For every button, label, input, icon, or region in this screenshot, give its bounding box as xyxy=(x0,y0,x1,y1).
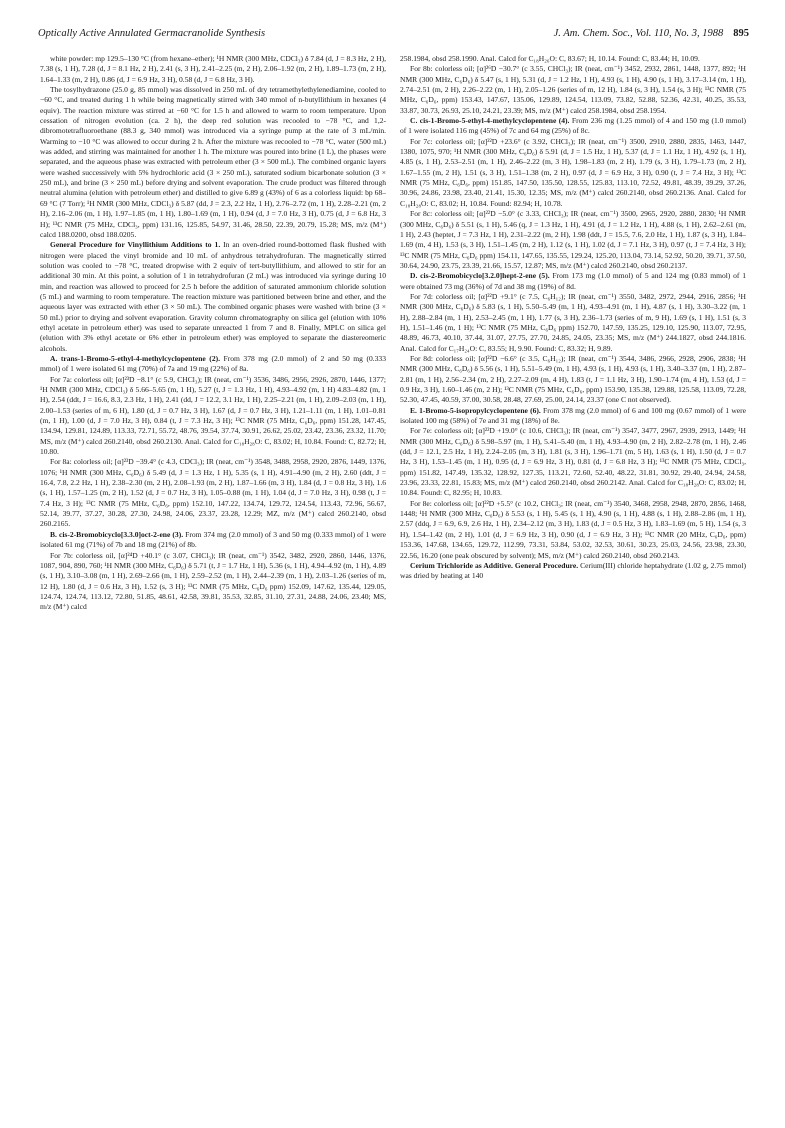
paragraph-text: For 7e: colorless oil; [α]²²D +19.0° (c 10.6, CHCl₃); IR (neat, cm⁻¹) 3547, 3477, 2967, 2939, 2913, 1449; ¹H NMR (300 MHz, C₆D₆) δ 5.98–5.97 (m, 1 H), 5.41–5.40 (m, 1 H), 4.93–4.90 (m, 2 H), 2.82–2.78 (m, 1 H), 2.46 (dd, J = 12.1, 2.5 Hz, 1 H), 2.24–2.05 (m, 3 H), 1.81 (s, 3 H), 1.96–1.71 (m, 5 H), 1.63 (s, 1 H), 1.50 (d, J = 0.7 Hz, 3 H), 1.53–1.45 (m, 1 H), 0.95 (d, J = 6.9 Hz, 3 H), 0.81 (d, J = 6.8 Hz, 3 H); ¹³C NMR (75 MHz, CDCl₃, ppm) 151.82, 147.49, 135.32, 128.92, 127.35, 113.21, 72.60, 52.40, 48.22, 31.81, 30.92, 29.40, 24.94, 24.58, 23.96, 23.33, 22.81, 15.83; MS, m/z (M⁺) calcd 260.2140, obsd 260.2142. Anal. Calcd for C₁₈H₂₈O: C, 83.02; H, 10.84. Found: C, 82.95; H, 10.83. xyxy=(400,426,746,498)
running-title: Optically Active Annulated Germacranolide Synthesis xyxy=(38,28,266,39)
paragraph-text: From 173 mg (1.0 mmol) of 5 and 124 mg (0.83 mmol) of 1 were obtained 73 mg (36%) of 7d and 38 mg (19%) of 8d. xyxy=(400,271,746,291)
paragraph-text: From 378 mg (2.0 mmol) of 2 and 50 mg (0.333 mmol) of 1 were isolated 61 mg (70%) of 7a and 19 mg (22%) of 8a. xyxy=(40,353,386,374)
paragraph-text: The tosylhydrazone (25.0 g, 85 mmol) was dissolved in 250 mL of dry tetramethylethylenediamine, cooled to −60 °C, and treated during 1 h while being magnetically stirred with 340 mmol of n-butyllithium in hexanes (4 equiv). The reaction mixture was stirred at −60 °C for 1.5 h and allowed to warm to room temperature. Upon cessation of nitrogen evolution (ca. 2 h), the deep red solution was recooled to −78 °C, and 1,2-dibromotetrafluoroethane (88.3 g, 340 mmol) was introduced via a syringe pump at the rate of 3 mL/min. Warming to −10 °C was allowed to occur during 2 h. After the mixture was recooled to −78 °C, water (500 mL) was added, and stirring was maintained for another 1 h. The mixture was poured into brine (1 L), the phases were separated, and the aqueous phase was extracted with petroleum ether (3 × 500 mL). The combined organic layers were washed successively with 5% hydrochloric acid (3 × 250 mL), saturated sodium bicarbonate solution (3 × 250 mL), and brine (3 × 250 mL) before drying and solvent evaporation. The crude product was filtered through neutral alumina (elution with petroleum ether) and distilled to give 6.89 g (43%) of 6 as a colorless liquid: bp 68–69 °C (7 Torr); ¹H NMR (300 MHz, CDCl₃) δ 5.87 (dd, J = 2.3, 2.2 Hz, 1 H), 2.76–2.72 (m, 1 H), 2.28–2.21 (m, 2 H), 2.16–2.06 (m, 1 H), 1.97–1.85 (m, 1 H), 1.80–1.69 (m, 1 H), 0.94 (d, J = 7.0 Hz, 3 H), 0.75 (d, J = 6.8 Hz, 3 H); ¹³C NMR (75 MHz, CDCl₃, ppm) 131.16, 125.85, 54.97, 31.46, 28.50, 22.39, 20.79, 15.28; MS, m/z (M⁺) calcd 188.0200, obsd 188.0205. xyxy=(40,85,386,239)
paragraph-text: Cerium(III) chloride heptahydrate (1.02 g, 2.75 mmol) was dried by heating at 140 xyxy=(400,560,746,581)
paragraph-text: For 8c: colorless oil; [α]²²D −5.0° (c 3.33, CHCl₃); IR (neat, cm⁻¹) 3500, 2965, 2920, 2880, 2830; ¹H NMR (300 MHz, C₆D₆) δ 5.51 (s, 1 H), 5.46 (q, J = 1.3 Hz, 1 H), 4.91 (d, J = 1.2 Hz, 1 H), 4.88 (s, 1 H), 2.62–2.61 (m, 1 H), 2.43 (heptet, J = 7.3 Hz, 1 H), 2.31–2.22 (m, 2 H), 1.98 (ddt, J = 15.5, 7.6, 2.0 Hz, 1 H), 1.87 (s, 3 H), 1.84–1.69 (m, 4 H), 1.53 (s, 3 H), 1.51–1.45 (m, 2 H), 1.12 (s, 1 H), 1.02 (d, J = 7.1 Hz, 3 H), 0.97 (t, J = 7.4 Hz, 3 H); ¹³C NMR (75 MHz, C₆D₆ ppm) 154.11, 147.65, 135.55, 129.24, 125.20, 113.04, 73.14, 52.92, 50.20, 39.71, 37.50, 30.64, 24.90, 23.75, 23.39, 21.66, 15.57, 12.87; MS, m/z (M⁺) calcd 260.2140, obsd 260.2137. xyxy=(400,209,746,270)
paragraph xyxy=(400,209,746,271)
paragraph xyxy=(400,561,746,582)
paragraph xyxy=(40,54,386,85)
paragraph xyxy=(400,499,746,561)
paragraph xyxy=(400,354,746,406)
paragraph-text: For 8d: colorless oil; [α]²²D −6.6° (c 3.5, C₆H₁₂); IR (neat, cm⁻¹) 3544, 3486, 2966, 2928, 2906, 2838; ¹H NMR (300 MHz, C₆D₆) δ 5.56 (s, 1 H), 5.51–5.49 (m, 1 H), 4.93 (s, 1 H), 4.93 (s, 1 H), 3.40–3.37 (m, 1 H), 2.87–2.81 (m, 1 H), 2.56–2.34 (m, 2 H), 2.27–2.09 (m, 4 H), 1.83 (t, J = 1.1 Hz, 3 H), 1.90–1.74 (m, 4 H), 1.53 (d, J = 0.9 Hz, 3 H), 1.60–1.46 (m, 2 H); ¹³C NMR (75 MHz, C₆D₆, ppm) 153.90, 135.38, 129.88, 125.58, 113.09, 72.28, 52.30, 47.45, 40.59, 37.00, 30.58, 28.48, 27.69, 25.00, 24.14, 23.37 (one C not observed). xyxy=(400,353,746,405)
paragraph-text: For 8a: colorless oil; [α]²³D −39.4° (c 4.3, CDCl₃); IR (neat, cm⁻¹) 3548, 3488, 2958, 2920, 2876, 1449, 1376, 1076; ¹H NMR (300 MHz, C₆D₆) δ 5.49 (d, J = 1.3 Hz, 1 H), 5.35 (s, 1 H), 4.91–4.90 (m, 2 H), 2.60 (ddt, J = 16.4, 7.8, 2.2 Hz, 1 H), 2.38–2.30 (m, 2 H), 2.08–1.93 (m, 2 H), 1.87–1.66 (m, 3 H), 1.84 (d, J = 0.8 Hz, 3 H), 1.6 (s, 1 H), 1.57–1.25 (m, 2 H), 1.52 (d, J = 0.7 Hz, 3 H), 1.05–0.88 (m, 1 H), 1.04 (d, J = 7.0 Hz, 3 H), 0.98 (t, J = 7.4 Hz, 3 H); ¹³C NMR (75 MHz, C₆D₆, ppm) 152.10, 147.22, 134.74, 129.72, 124.54, 113.43, 72.96, 56.67, 52.14, 39.77, 37.27, 30.28, 27.30, 24.98, 24.06, 23.37, 23.28, 12.29; MZ, m/z (M⁺) calcd 260.2140, obsd 260.2165. xyxy=(40,457,386,529)
left-column xyxy=(40,54,386,1114)
paragraph xyxy=(400,116,746,137)
section-heading: Cerium Trichloride as Additive. General Procedure. xyxy=(410,560,579,570)
paragraph xyxy=(40,530,386,551)
paragraph xyxy=(400,406,746,427)
paragraph-text: In an oven-dried round-bottomed flask flushed with nitrogen were placed the vinyl bromide and 10 mL of anhydrous tetrahydrofuran. The magnetically stirred solution was cooled to −78 °C, treated dropwise with 2 equiv of tert-butyllithium, and allowed to stir for an additional 30 min. At this point, a solution of 1 in tetrahydrofuran (2 mL) was introduced via syringe during 10 min, and reaction was allowed to proceed for 2.5 h before the addition of saturated ammonium chloride solution (5 mL) and warming to room temperature. The reaction mixture was partitioned between brine and ether, and the aqueous layer was extracted with ether (3 × 50 mL). The combined organic phases were washed with brine (3 × 50 mL) prior to drying and solvent evaporation. Gravity column chromatography on silica gel (elution with 10% ethyl acetate in petroleum ether) was used to separate unreacted 1 from 7 and 8. Finally, MPLC on silica gel (elution with 3% ethyl acetate or 6% ether in petroleum ether) was employed to separate the diastereomeric alcohols. xyxy=(40,240,386,353)
right-column xyxy=(400,54,746,1114)
section-heading: A. trans-1-Bromo-5-ethyl-4-methylcyclopentene (2). xyxy=(50,353,220,363)
paragraph-text: For 7c: colorless oil; [α]²²D +23.6° (c 3.92, CHCl₃); IR (neat, cm⁻¹) 3500, 2910, 2880, 2835, 1463, 1447, 1380, 1075, 970; ¹H NMR (300 MHz, C₆D₆) δ 5.91 (d, J = 1.5 Hz, 1 H), 5.37 (d, J = 1.1 Hz, 1 H), 4.92 (s, 1 H), 4.85 (s, 1 H), 2.53–2.51 (m, 1 H), 2.46–2.22 (m, 3 H), 1.98–1.83 (m, 2 H), 1.79 (s, 3 H), 1.79–1.73 (m, 2 H), 1.67–1.55 (m, 2 H), 1.51 (s, 3 H), 1.51–1.38 (m, 2 H), 0.97 (d, J = 6.9 Hz, 3 H), 0.90 (t, J = 7.4 Hz, 3 H); ¹³C NMR (75 MHz, C₆D₆, ppm) 151.85, 147.50, 135.50, 128.55, 125.83, 113.10, 72.52, 49.81, 48.39, 39.29, 37.26, 30.96, 24.86, 23.98, 23.40, 21.41, 15.30, 12.35; MS, m/z (M⁺) calcd 260.2140, obsd 260.2136. Anal. Calcd for C₁₈H₂₈O: C, 83.02; H, 10.84. Found: 82.94; H, 10.78. xyxy=(400,136,746,208)
paragraph xyxy=(400,64,746,116)
paragraph-text: For 7a: colorless oil; [α]²³D −8.1° (c 5.9, CHCl₃); IR (neat, cm⁻¹) 3536, 3486, 2956, 2926, 2870, 1446, 1377; ¹H NMR (300 MHz, CDCl₃) δ 5.66–5.65 (m, 1 H), 5.27 (t, J = 1.3 Hz, 1 H), 4.93–4.92 (m, 1 H) 4.83–4.82 (m, 1 H), 2.54 (ddt, J = 16.6, 8.3, 2.3 Hz, 1 H), 2.41 (dd, J = 12.2, 3.1 Hz, 1 H), 2.25–2.21 (m, 1 H), 2.09–2.03 (m, 1 H), 2.00–1.53 (series of m, 6 H), 1.80 (d, J = 0.7 Hz, 3 H), 1.67 (d, J = 0.7 Hz, 3 H), 1.21–1.11 (m, 1 H), 1.01–0.81 (m, 1 H), 1.00 (d, J = 7.0 Hz, 3 H), 0.84 (t, J = 7.3 Hz, 3 H); ¹³C NMR (75 MHz, C₆D₆, ppm) 151.28, 147.45, 134.94, 129.81, 124.89, 113.33, 72.71, 55.72, 48.76, 39.54, 37.74, 30.91, 26.62, 25.02, 23.42, 23.36, 23.32, 11.70; MS, m/z (M⁺) calcd 260.2140, obsd 260.2130. Anal. Calcd for C₁₈H₂₈O: C, 83.02; H, 10.84. Found: C, 82.72; H, 10.80. xyxy=(40,374,386,457)
running-header xyxy=(38,28,749,44)
paragraph xyxy=(400,54,746,64)
paragraph xyxy=(400,271,746,292)
paragraph-text: For 8b: colorless oil; [α]²⁶D −30.7° (c 3.55, CHCl₃); IR (neat, cm⁻¹) 3452, 2932, 2861, 1448, 1377, 892; ¹H NMR (300 MHz, C₆D₆) δ 5.47 (s, 1 H), 5.31 (d, J = 1.2 Hz, 1 H), 4.93 (s, 1 H), 4.90 (s, 1 H), 3.17–3.14 (m, 1 H), 2.74–2.51 (m, 2 H), 2.26–2.22 (m, 1 H), 2.05–1.26 (series of m, 12 H), 1.84 (s, 3 H), 1.54 (s, 3 H); ¹³C NMR (75 MHz, C₆D₆, ppm) 153.43, 147.67, 135.06, 129.89, 124.54, 113.09, 73.82, 52.88, 52.36, 42.31, 40.25, 35.53, 33.87, 30.73, 26.93, 25.10, 24.21, 23.39; MS, m/z (M⁺) calcd 258.1984, obsd 258.1954. xyxy=(400,64,746,115)
paragraph-text: 258.1984, obsd 258.1990. Anal. Calcd for C₁₈H₂₆O: C, 83.67; H, 10.14. Found: C, 83.44; H, 10.09. xyxy=(400,54,700,63)
paragraph xyxy=(400,292,746,354)
paragraph xyxy=(40,240,386,354)
journal-reference: J. Am. Chem. Soc., Vol. 110, No. 3, 1988 xyxy=(553,28,724,39)
paragraph-text: For 8e: colorless oil; [α]²²D +5.5° (c 10.2, CHCl₃; IR (neat, cm⁻¹) 3540, 3468, 2958, 2948, 2870, 2856, 1468, 1448; ¹H NMR (300 MHz, C₆D₆) δ 5.53 (s, 1 H), 5.45 (s, 1 H), 4.90 (s, 1 H), 4.88 (s, 1 H), 2.88–2.86 (m, 1 H), 2.57 (ddq, J = 6.9, 6.9, 2.6 Hz, 1 H), 2.34–2.12 (m, 3 H), 1.83 (d, J = 0.5 Hz, 3 H), 1.83–1.69 (m, 5 H), 1.54 (s, 3 H), 1.54–1.42 (m, 2 H), 1.01 (d, J = 6.9 Hz, 3 H), 0.90 (d, J = 6.9 Hz, 3 H); ¹³C NMR (20 MHz, C₆D₆, ppm) 153.36, 147.68, 134.65, 129.72, 112.99, 73.31, 53.84, 53.02, 32.53, 30.61, 30.23, 25.03, 24.56, 23.98, 23.30, 22.56, 16.20 (one peak obscured by solvent); MS, m/z (M⁺) calcd 260.2140, obsd 260.2143. xyxy=(400,498,746,560)
section-heading: B. cis-2-Bromobicyclo[3.3.0]oct-2-ene (3). xyxy=(50,529,184,539)
paragraph-text: From 378 mg (2.0 mmol) of 6 and 100 mg (0.67 mmol) of 1 were isolated 100 mg (58%) of 7e and 31 mg (18%) of 8e. xyxy=(400,405,746,426)
paragraph-text: white powder: mp 129.5–130 °C (from hexane–ether); ¹H NMR (300 MHz, CDCl₃) δ 7.84 (d, J = 8.3 Hz, 2 H), 7.38 (s, 1 H), 7.28 (d, J = 8.1 Hz, 2 H), 2.41 (s, 3 H), 2.41–2.25 (m, 2 H), 2.06–1.92 (m, 2 H), 1.89–1.73 (m, 2 H), 1.64–1.33 (m, 2 H), 0.86 (d, J = 6.9 Hz, 3 H), 0.58 (d, J = 6.8 Hz, 3 H). xyxy=(40,54,386,84)
paragraph xyxy=(400,426,746,498)
section-heading: General Procedure for Vinyllithium Additions to 1. xyxy=(50,240,221,250)
paragraph xyxy=(40,375,386,458)
paragraph xyxy=(40,85,386,240)
paragraph-text: For 7d: colorless oil; [α]²²D +9.1° (c 7.5, C₆H₁₂); IR (neat, cm⁻¹) 3550, 3482, 2972, 2944, 2916, 2856; ¹H NMR (300 MHz, C₆D₆) δ 5.83 (s, 1 H), 5.50–5.49 (m, 1 H), 4.93–4.91 (m, 1 H), 4.87 (s, 1 H), 3.30–3.22 (m, 1 H), 2.88–2.84 (m, 1 H), 2.53–2.45 (m, 1 H), 1.77 (s, 3 H), 2.36–1.73 (series of m, 9 H), 1.69 (s, 1 H), 1.51 (s, 3 H), 1.51–1.46 (m, 1 H); ¹³C NMR (75 MHz, C₆D₆ ppm) 152.70, 147.59, 135.25, 129.10, 125.90, 113.07, 72.95, 48.89, 46.73, 40.10, 37.44, 31.07, 27.75, 27.70, 24.85, 24.05, 23.35; MS, m/z (M⁺) 244.1827, obsd 244.1816. Anal. Calcd for C₁₇H₂₄O: C, 83.55; H, 9.90. Found: C, 83.32; H, 9.89. xyxy=(400,291,746,353)
section-heading: D. cis-2-Bromobicyclo[3.2.0]hept-2-ene (5). xyxy=(410,271,550,281)
section-heading: E. 1-Bromo-5-isopropylcyclopentene (6). xyxy=(410,405,541,415)
paragraph-text: From 236 mg (1.25 mmol) of 4 and 150 mg (1.0 mmol) of 1 were isolated 116 mg (45%) of 7c and 64 mg (25%) of 8c. xyxy=(400,116,746,136)
paragraph xyxy=(40,457,386,529)
section-heading: C. cis-1-Bromo-5-ethyl-4-methylcyclopentene (4). xyxy=(410,116,570,126)
journal-citation xyxy=(554,28,749,39)
paragraph xyxy=(400,137,746,209)
paragraph xyxy=(40,354,386,375)
paragraph-text: For 7b: colorless oil, [α]²⁴D +40.1° (c 3.07, CHCl₃); IR (neat, cm⁻¹) 3542, 3482, 2920, 2860, 1446, 1376, 1087, 904, 890, 760; ¹H NMR (300 MHz, C₆D₆) δ 5.71 (t, J = 1.7 Hz, 1 H), 5.36 (s, 1 H), 4.94–4.92 (m, 1 H), 4.89 (s, 1 H), 3.10–3.08 (m, 1 H), 2.69–2.66 (m, 1 H), 2.59–2.52 (m, 1 H), 2.44–2.39 (m, 1 H), 2.03–1.26 (series of m, 12 H), 1.80 (d, J = 0.6 Hz, 3 H), 1.52 (s, 3 H); ¹³C NMR (75 MHz, C₆D₆ ppm) 152.09, 147.62, 135.44, 129.05, 124.74, 124.74, 113.12, 72.80, 51.85, 48.61, 42.58, 39.81, 35.53, 32.85, 31.10, 27.31, 24.88, 24.06, 23.40; MS, m/z (M⁺) calcd xyxy=(40,550,386,612)
paragraph-text: From 374 mg (2.0 mmol) of 3 and 50 mg (0.333 mmol) of 1 were isolated 61 mg (71%) of 7b and 18 mg (21%) of 8b. xyxy=(40,529,386,550)
paragraph xyxy=(40,551,386,613)
page-number: 895 xyxy=(733,28,749,39)
